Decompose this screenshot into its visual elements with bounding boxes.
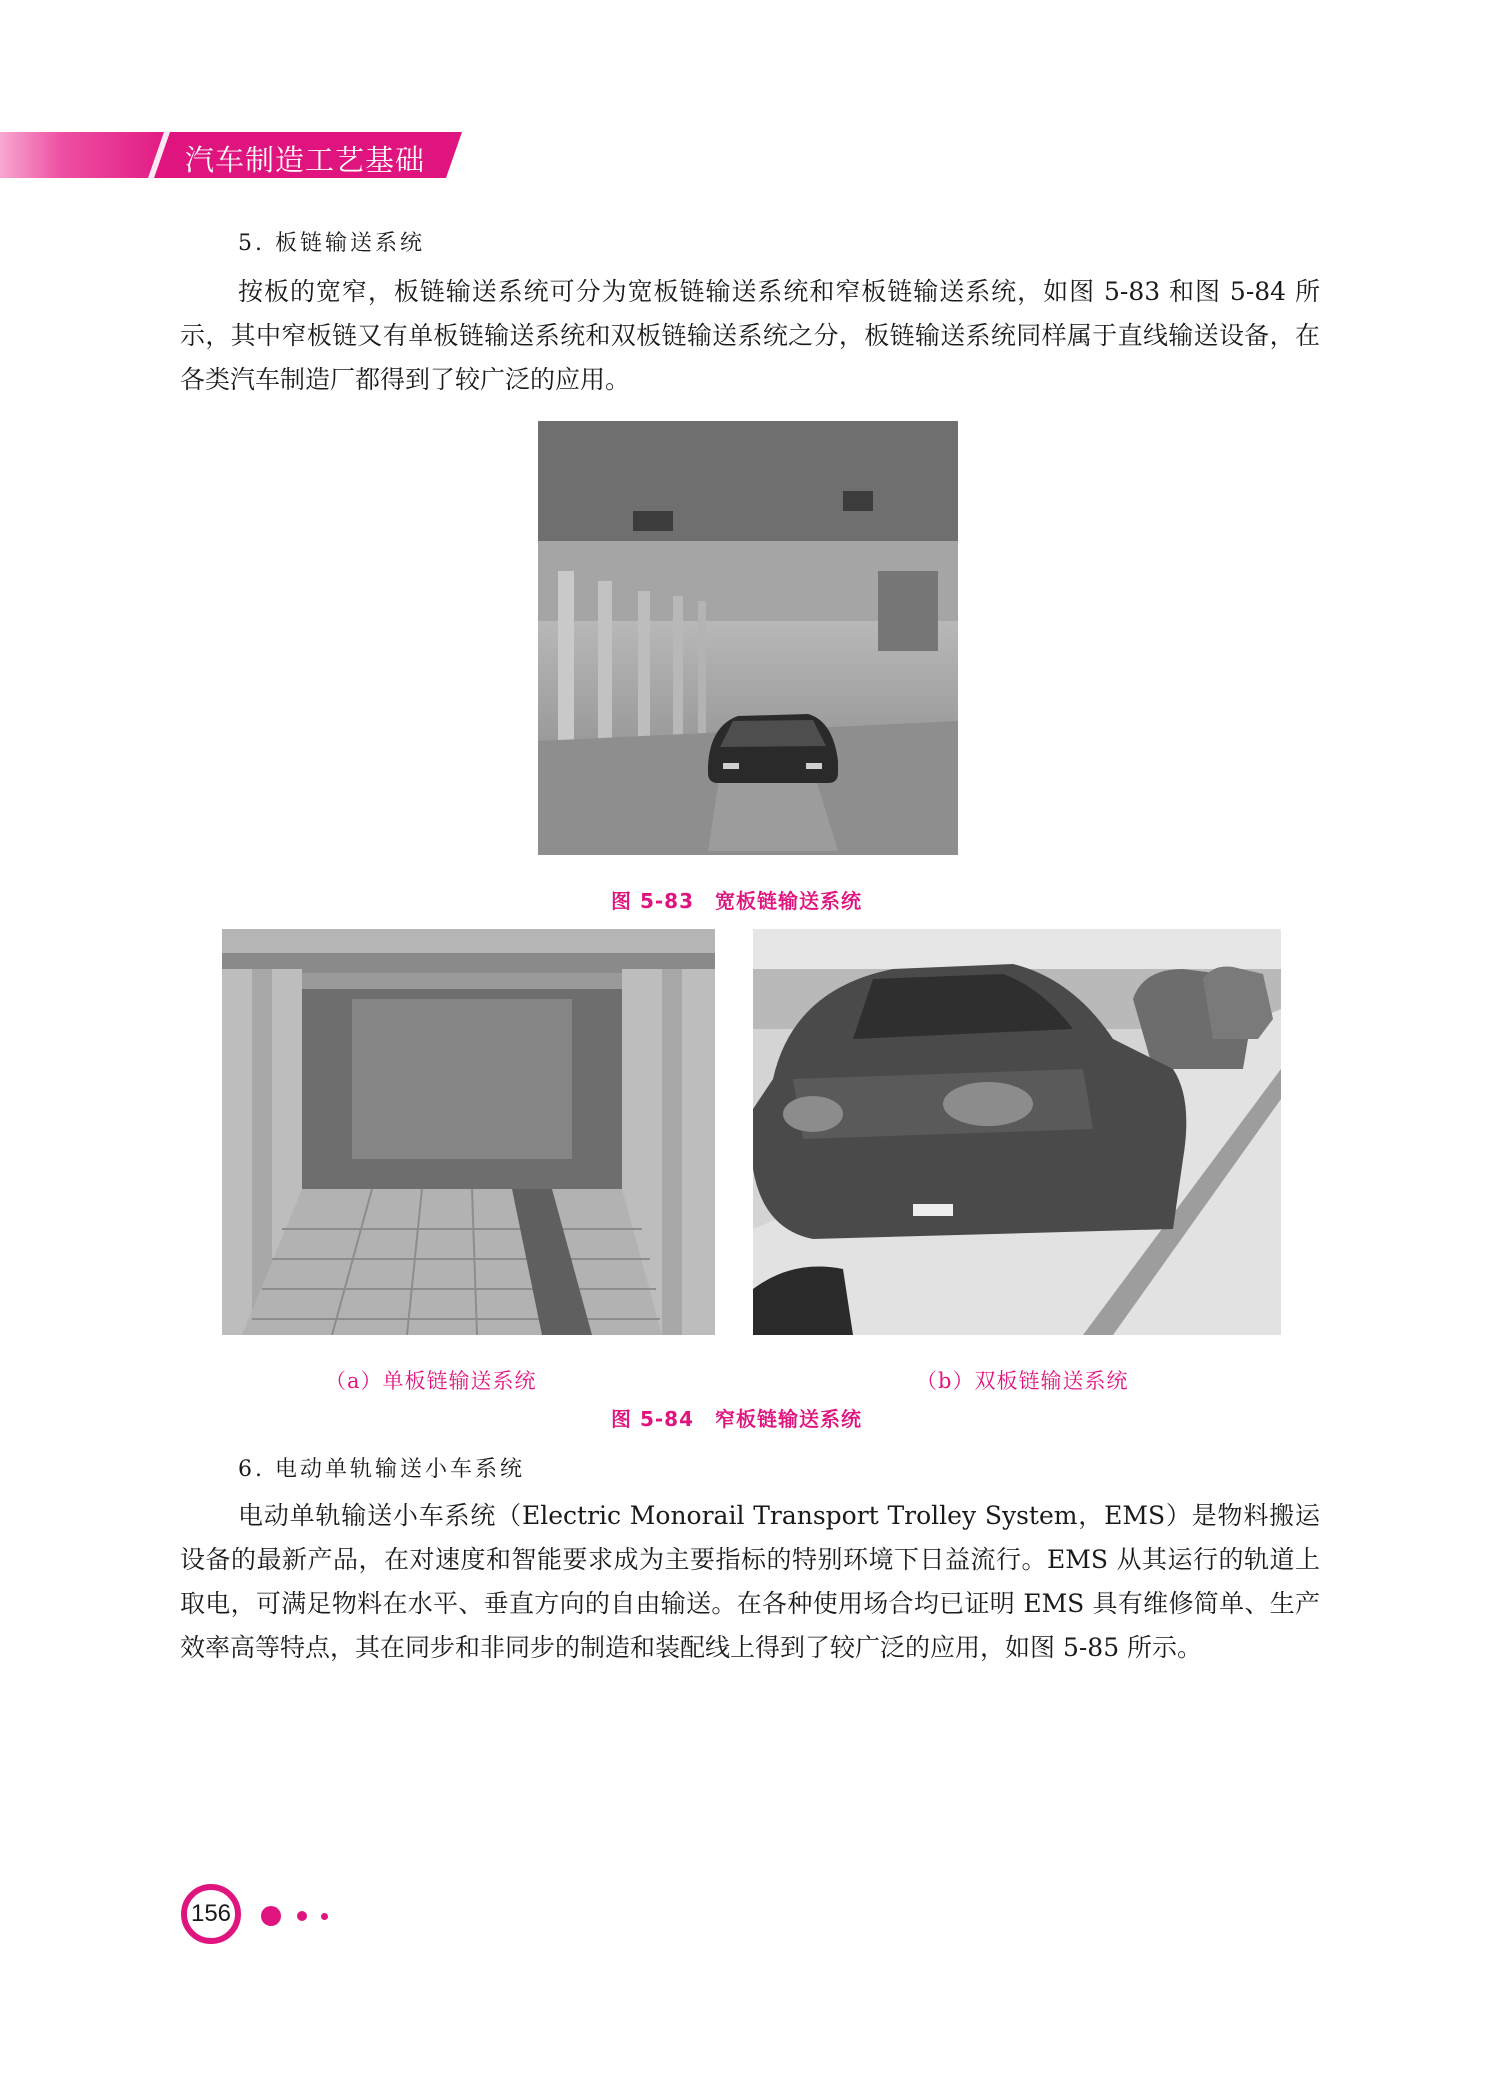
figure-5-84-caption: 图 5-84 窄板链输送系统 — [611, 1407, 863, 1431]
figure-5-84a-caption: （a）单板链输送系统 — [325, 1369, 537, 1393]
section-5-heading: 5. 板链输送系统 — [238, 231, 425, 256]
section-6-heading: 6. 电动单轨输送小车系统 — [238, 1457, 525, 1482]
decorative-dot-small — [321, 1913, 328, 1920]
page-number-badge — [181, 1884, 241, 1944]
decorative-dot-large — [261, 1906, 281, 1926]
book-title: 汽车制造工艺基础 — [185, 143, 426, 177]
decorative-dot-medium — [297, 1911, 307, 1921]
figure-5-83-caption: 图 5-83 宽板链输送系统 — [611, 889, 863, 913]
section-5-paragraph: 按板的宽窄，板链输送系统可分为宽板链输送系统和窄板链输送系统，如图 5-83 和图 5-84 所示，其中窄板链又有单板链输送系统和双板链输送系统之分，板链输送系统同样属于直线输送设备，在各类汽车制造厂都得到了较广泛的应用。 — [180, 277, 1320, 394]
page-number: 156 — [190, 1900, 232, 1927]
header-banner — [0, 132, 470, 178]
figure-5-84a-photo — [222, 929, 715, 1335]
figure-5-84b-photo — [753, 929, 1281, 1335]
figure-5-84b-caption: （b）双板链输送系统 — [916, 1369, 1129, 1393]
section-6-paragraph: 电动单轨输送小车系统（Electric Monorail Transport Trolley System，EMS）是物料搬运设备的最新产品，在对速度和智能要求成为主要指标的特别环境下日益流行。EMS 从其运行的轨道上取电，可满足物料在水平、垂直方向的自由输送。在各种使用场合均已证明 EMS 具有维修简单、生产效率高等特点，其在同步和非同步的制造和装配线上得到了较广泛的应用，如图 5-85 所示。 — [180, 1501, 1320, 1662]
figure-5-83-photo — [538, 421, 958, 855]
